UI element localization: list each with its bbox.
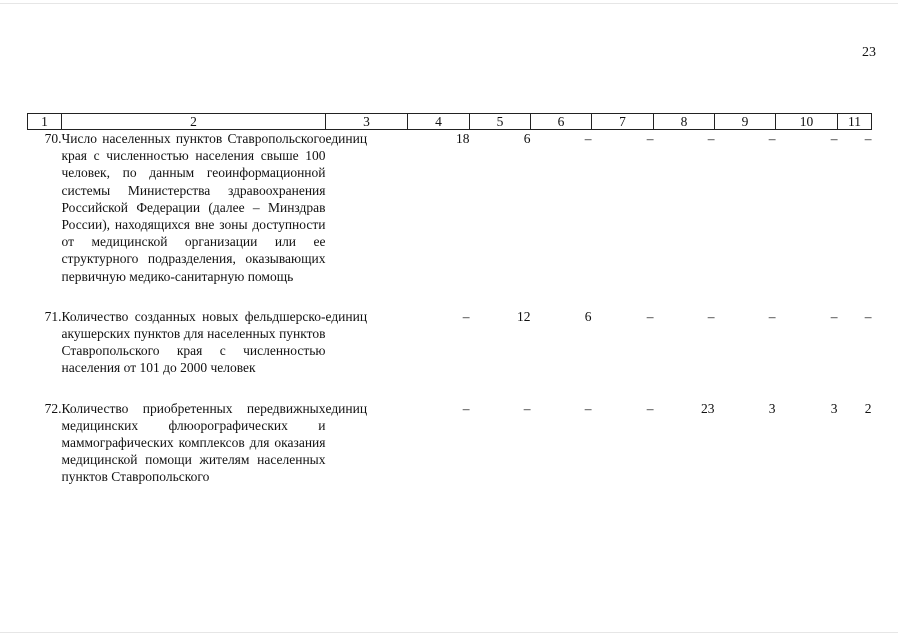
- value-cell: –: [584, 400, 592, 416]
- value-cell: 6: [584, 308, 592, 324]
- scan-bottom-edge: [0, 632, 898, 633]
- unit-cell: единиц: [325, 308, 368, 324]
- row-number: 71.: [44, 308, 62, 324]
- column-header: 7: [592, 114, 654, 130]
- value-cell: 18: [456, 131, 470, 146]
- indicator-description: Число населенных пунктов Ставропольского края с численностью населения свыше 100 человек, по данным геоинформационной системы Министерства здравоохранения Российской Федерации (далее – Минздрав России), находящихся вне зоны доступности от медицинской организации или ее структурного подразделения, оказывающих первичную медико-санитарную помощь: [61, 131, 326, 284]
- value-cell: 3: [830, 400, 838, 416]
- column-header: 9: [715, 114, 776, 130]
- value-cell: –: [523, 400, 531, 416]
- page-number: 23: [862, 45, 876, 60]
- column-header: 4: [408, 114, 470, 130]
- value-cell: –: [707, 131, 715, 146]
- scan-top-edge: [0, 3, 898, 4]
- value-cell: –: [584, 131, 592, 146]
- column-header: 3: [326, 114, 408, 130]
- unit-cell: единиц: [325, 131, 368, 146]
- row-number: 70.: [44, 131, 62, 146]
- column-number-row: [28, 114, 872, 130]
- indicator-description: Количество приобретенных передвижных медицинских флюорографических и маммографических комплексов для оказания медицинской помощи жителям населенных пунктов Ставропольского: [61, 400, 326, 485]
- value-cell: –: [830, 131, 838, 146]
- column-header: 1: [28, 114, 62, 130]
- value-cell: –: [646, 308, 654, 324]
- row-spacer: [28, 377, 872, 400]
- column-header: 8: [654, 114, 715, 130]
- value-cell: 3: [768, 400, 776, 416]
- table-row: [28, 308, 872, 377]
- value-cell: 23: [701, 400, 715, 416]
- unit-cell: единиц: [325, 400, 368, 416]
- value-cell: –: [864, 308, 872, 324]
- value-cell: 2: [864, 400, 872, 416]
- column-header: 6: [531, 114, 592, 130]
- value-cell: –: [707, 308, 715, 324]
- value-cell: 6: [523, 131, 531, 146]
- value-cell: –: [830, 308, 838, 324]
- row-number: 72.: [44, 400, 62, 416]
- column-header: 10: [776, 114, 838, 130]
- value-cell: –: [768, 308, 776, 324]
- column-header: 5: [470, 114, 531, 130]
- column-header: 11: [838, 114, 872, 130]
- value-cell: –: [768, 131, 776, 146]
- value-cell: 12: [517, 308, 531, 324]
- value-cell: –: [462, 308, 470, 324]
- table-row: [28, 400, 872, 486]
- value-cell: –: [646, 400, 654, 416]
- column-header: 2: [62, 114, 326, 130]
- table-row: [28, 130, 872, 285]
- indicator-description: Количество созданных новых фельдшерско-акушерских пунктов для населенных пунктов Ставропольского края с численностью населения от 101 до 2000 человек: [61, 308, 326, 376]
- value-cell: –: [462, 400, 470, 416]
- row-spacer: [28, 285, 872, 308]
- value-cell: –: [646, 131, 654, 146]
- value-cell: –: [864, 131, 872, 146]
- indicator-table: [27, 113, 872, 486]
